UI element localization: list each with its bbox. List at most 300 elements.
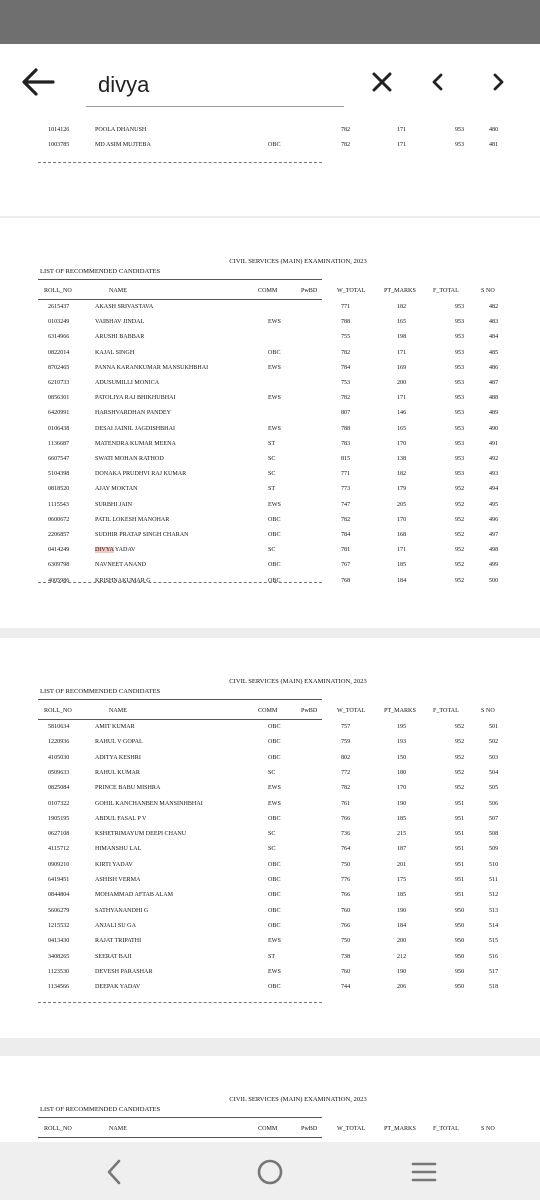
cell-pt-marks: 200 bbox=[397, 938, 407, 945]
table-row bbox=[0, 532, 540, 542]
table-row bbox=[0, 801, 540, 811]
arrow-left-icon[interactable] bbox=[18, 62, 58, 102]
cell-comm: EWS bbox=[268, 968, 281, 975]
cell-f-total: 952 bbox=[455, 532, 465, 538]
cell-f-total: 953 bbox=[455, 456, 465, 462]
cell-name: DESAI JAINIL JAGDISHBHAI bbox=[95, 425, 176, 432]
table-row bbox=[0, 755, 540, 765]
cell-pt-marks: 170 bbox=[397, 440, 407, 447]
cell-roll: 2615437 bbox=[48, 304, 70, 310]
chevron-right-icon[interactable] bbox=[484, 64, 512, 100]
cell-sno: 511 bbox=[489, 877, 498, 883]
cell-w-total: 761 bbox=[341, 800, 351, 807]
cell-pt-marks: 206 bbox=[397, 984, 407, 991]
cell-name: SEERAT BAJI bbox=[95, 953, 132, 960]
cell-name: ANJALI SU GA bbox=[95, 922, 136, 929]
table-row bbox=[0, 785, 540, 795]
cell-roll: 0822014 bbox=[48, 349, 70, 356]
cell-name: ADITYA KESHRI bbox=[95, 754, 141, 761]
cell-w-total: 768 bbox=[341, 577, 351, 584]
table-end-rule bbox=[38, 582, 322, 583]
cell-name: NAVNEET ANAND bbox=[95, 562, 147, 569]
cell-name: DEVESH PARASHAR bbox=[95, 968, 153, 975]
table-row bbox=[0, 846, 540, 856]
cell-name: KSHETRIMAYUM DEEPI CHANU bbox=[95, 831, 187, 838]
table-row bbox=[0, 502, 540, 512]
cell-f-total: 952 bbox=[455, 754, 465, 761]
cell-w-total: 784 bbox=[341, 532, 351, 538]
cell-f-total: 950 bbox=[455, 984, 465, 991]
cell-sno: 517 bbox=[489, 968, 499, 975]
table-row: 1014126 POOLA DHANUSH 782 171 953 480 bbox=[48, 127, 499, 133]
cell-roll: 1220936 bbox=[48, 739, 70, 746]
cell-w-total: 788 bbox=[341, 319, 351, 326]
cell-comm: OBC bbox=[268, 724, 281, 730]
cell-w-total: 772 bbox=[341, 769, 351, 776]
table-row bbox=[0, 892, 540, 902]
table-header: ROLL_NO NAME COMM PwBD W_TOTAL PT_MARKS F_TOTAL S NO bbox=[44, 1126, 495, 1132]
cell-name: SUDHIR PRATAP SINGH CHARAN bbox=[95, 532, 189, 538]
cell-sno: 507 bbox=[489, 815, 499, 822]
table-row bbox=[0, 770, 540, 780]
cell-comm: OBC bbox=[268, 577, 281, 584]
cell-sno: 500 bbox=[489, 577, 499, 584]
table-row bbox=[0, 724, 540, 734]
pdf-page bbox=[0, 638, 540, 1038]
exam-title: CIVIL SERVICES (MAIN) EXAMINATION, 2023 bbox=[229, 678, 367, 685]
cell-pt-marks: 171 bbox=[397, 349, 407, 356]
cell-roll: 0818520 bbox=[48, 486, 70, 493]
cell-comm: SC bbox=[268, 547, 276, 554]
circle-home-icon[interactable] bbox=[248, 1152, 292, 1192]
cell-pt-marks: 190 bbox=[397, 968, 407, 975]
cell-comm: OBC bbox=[268, 861, 281, 868]
cell-comm: EWS bbox=[268, 319, 281, 326]
table-header: ROLL_NO NAME COMM PwBD W_TOTAL PT_MARKS F_TOTAL S NO bbox=[44, 288, 495, 294]
cell-roll: 0627108 bbox=[48, 831, 70, 838]
cell-sno: 492 bbox=[489, 456, 499, 462]
cell-name: PATIL LOKESH MANOHAR bbox=[95, 516, 170, 523]
table-row bbox=[0, 969, 540, 979]
cell-w-total: 782 bbox=[341, 395, 351, 402]
cell-comm: OBC bbox=[268, 815, 281, 822]
cell-f-total: 953 bbox=[455, 349, 465, 356]
cell-roll: 2206857 bbox=[48, 532, 70, 538]
cell-name: DONAKA PRUDHVI RAJ KUMAR bbox=[95, 471, 187, 478]
cell-w-total: 771 bbox=[341, 304, 351, 310]
pdf-page bbox=[0, 126, 540, 216]
cell-name: ARUSHI BABBAR bbox=[95, 334, 145, 341]
header-rule bbox=[38, 719, 322, 720]
cell-roll: 4105030 bbox=[48, 754, 70, 761]
cell-f-total: 952 bbox=[455, 516, 465, 523]
cell-w-total: 776 bbox=[341, 877, 351, 883]
cell-pt-marks: 182 bbox=[397, 471, 407, 478]
cell-sno: 488 bbox=[489, 395, 499, 402]
cell-sno: 513 bbox=[489, 907, 499, 914]
table-row bbox=[0, 471, 540, 481]
table-row bbox=[0, 547, 540, 557]
cell-pt-marks: 187 bbox=[397, 846, 407, 853]
cell-name: HARSHVARDHAN PANDEY bbox=[95, 410, 172, 417]
cell-f-total: 951 bbox=[455, 800, 465, 807]
cell-comm: OBC bbox=[268, 349, 281, 356]
cell-w-total: 753 bbox=[341, 380, 351, 386]
cell-sno: 510 bbox=[489, 861, 499, 868]
cell-w-total: 757 bbox=[341, 724, 351, 730]
cell-w-total: 783 bbox=[341, 440, 351, 447]
cell-sno: 518 bbox=[489, 984, 499, 991]
nav-back-chevron-icon[interactable] bbox=[92, 1152, 136, 1192]
cell-comm: ST bbox=[268, 486, 276, 493]
cell-roll: 1136687 bbox=[48, 440, 70, 447]
cell-f-total: 951 bbox=[455, 846, 465, 853]
cell-f-total: 950 bbox=[455, 953, 465, 960]
table-row bbox=[0, 410, 540, 420]
cell-f-total: 953 bbox=[455, 319, 465, 326]
cell-w-total: 807 bbox=[341, 410, 351, 417]
cell-w-total: 782 bbox=[341, 785, 351, 792]
cell-w-total: 766 bbox=[341, 892, 351, 899]
cell-sno: 497 bbox=[489, 532, 499, 538]
cell-pt-marks: 205 bbox=[397, 501, 407, 508]
table-row bbox=[0, 365, 540, 375]
cell-f-total: 953 bbox=[455, 334, 465, 341]
hamburger-menu-icon[interactable] bbox=[402, 1152, 446, 1192]
cell-roll: 5810634 bbox=[48, 724, 70, 730]
cell-pt-marks: 165 bbox=[397, 319, 407, 326]
cell-pt-marks: 179 bbox=[397, 486, 407, 493]
close-icon[interactable] bbox=[364, 64, 400, 100]
cell-f-total: 951 bbox=[455, 877, 465, 883]
cell-pt-marks: 200 bbox=[397, 380, 407, 386]
cell-comm: EWS bbox=[268, 501, 281, 508]
cell-f-total: 951 bbox=[455, 861, 465, 868]
cell-w-total: 784 bbox=[341, 364, 351, 371]
cell-sno: 505 bbox=[489, 785, 499, 792]
table-row bbox=[0, 350, 540, 360]
cell-roll: 4115712 bbox=[48, 846, 70, 853]
cell-comm: EWS bbox=[268, 800, 281, 807]
cell-f-total: 950 bbox=[455, 907, 465, 914]
cell-f-total: 951 bbox=[455, 831, 465, 838]
cell-pt-marks: 175 bbox=[397, 877, 407, 883]
header-rule bbox=[38, 299, 322, 300]
cell-f-total: 953 bbox=[455, 410, 465, 417]
cell-w-total: 750 bbox=[341, 938, 351, 945]
cell-name: RAHUL KUMAR bbox=[95, 769, 140, 776]
cell-name: PRINCE BABU MISHRA bbox=[95, 785, 161, 792]
cell-roll: 0414249 bbox=[48, 547, 70, 554]
cell-roll: 0856301 bbox=[48, 395, 70, 402]
cell-pt-marks: 190 bbox=[397, 907, 407, 914]
cell-w-total: 766 bbox=[341, 815, 351, 822]
table-row bbox=[0, 739, 540, 749]
cell-comm: SC bbox=[268, 846, 276, 853]
cell-sno: 493 bbox=[489, 471, 499, 478]
cell-name: SATHYANANDHI G bbox=[95, 907, 149, 914]
status-bar-strip bbox=[0, 0, 540, 44]
search-input[interactable]: divya bbox=[98, 72, 150, 97]
cell-pt-marks: 190 bbox=[397, 800, 407, 807]
cell-roll: 5104398 bbox=[48, 471, 70, 478]
cell-name: HIMANSHU LAL bbox=[95, 846, 142, 853]
cell-roll: 0509633 bbox=[48, 769, 70, 776]
cell-sno: 487 bbox=[489, 380, 499, 386]
table-row bbox=[0, 395, 540, 405]
cell-pt-marks: 182 bbox=[397, 304, 407, 310]
search-match-highlight: DIVYA bbox=[95, 547, 114, 554]
table-row bbox=[0, 938, 540, 948]
cell-f-total: 951 bbox=[455, 815, 465, 822]
cell-sno: 491 bbox=[489, 440, 499, 447]
cell-name: DEEPAK YADAV bbox=[95, 984, 141, 991]
cell-roll: 6607547 bbox=[48, 456, 70, 462]
list-title: LIST OF RECOMMENDED CANDIDATES bbox=[40, 1106, 161, 1113]
cell-pt-marks: 185 bbox=[397, 815, 407, 822]
search-input-underline bbox=[86, 106, 344, 107]
cell-sno: 499 bbox=[489, 562, 499, 569]
chevron-left-icon[interactable] bbox=[424, 64, 452, 100]
cell-name: GOHIL KANCHANBEN MANSINHBHAI bbox=[95, 800, 203, 807]
list-title: LIST OF RECOMMENDED CANDIDATES bbox=[40, 688, 161, 695]
cell-pt-marks: 146 bbox=[397, 410, 407, 417]
cell-f-total: 952 bbox=[455, 486, 465, 493]
cell-pt-marks: 171 bbox=[397, 547, 407, 554]
cell-f-total: 950 bbox=[455, 938, 465, 945]
header-rule bbox=[38, 1137, 322, 1138]
cell-roll: 5606279 bbox=[48, 907, 70, 914]
cell-w-total: 736 bbox=[341, 831, 351, 838]
pdf-page bbox=[0, 218, 540, 628]
table-row: 1003785 MD ASIM MUJTEBA OBC 782 171 953 481 bbox=[48, 142, 499, 148]
cell-sno: 484 bbox=[489, 334, 499, 341]
table-row bbox=[0, 908, 540, 918]
cell-roll: 1134566 bbox=[48, 984, 70, 991]
table-row bbox=[0, 862, 540, 872]
table-header: ROLL_NO NAME COMM PwBD W_TOTAL PT_MARKS F_TOTAL S NO bbox=[44, 708, 495, 714]
cell-comm: SC bbox=[268, 471, 276, 478]
cell-w-total: 755 bbox=[341, 334, 351, 341]
table-row bbox=[0, 426, 540, 436]
cell-comm: EWS bbox=[268, 938, 281, 945]
cell-name: AJAY MOKTAN bbox=[95, 486, 138, 493]
cell-sno: 483 bbox=[489, 319, 499, 326]
cell-w-total: 766 bbox=[341, 922, 351, 929]
cell-name: PATOLIYA RAJ BHIKHUBHAI bbox=[95, 395, 176, 402]
cell-roll: 0413430 bbox=[48, 938, 70, 945]
cell-w-total: 764 bbox=[341, 846, 351, 853]
cell-w-total: 750 bbox=[341, 861, 351, 868]
cell-f-total: 950 bbox=[455, 922, 465, 929]
cell-name: ABDUL FASAL P V bbox=[95, 815, 147, 822]
cell-pt-marks: 193 bbox=[397, 739, 407, 746]
cell-roll: 6309798 bbox=[48, 562, 70, 569]
cell-comm: OBC bbox=[268, 922, 281, 929]
cell-sno: 490 bbox=[489, 425, 499, 432]
cell-sno: 489 bbox=[489, 410, 499, 417]
cell-name bbox=[95, 547, 135, 553]
cell-comm: OBC bbox=[268, 739, 281, 746]
cell-comm: ST bbox=[268, 953, 276, 960]
cell-pt-marks: 171 bbox=[397, 395, 407, 402]
cell-name: VAIBHAV JINDAL bbox=[95, 319, 145, 326]
cell-sno: 509 bbox=[489, 846, 499, 853]
find-in-page-bar bbox=[0, 44, 540, 126]
cell-w-total: 782 bbox=[341, 349, 351, 356]
cell-sno: 508 bbox=[489, 831, 499, 838]
cell-roll: 1115543 bbox=[48, 501, 69, 508]
cell-roll: 6419451 bbox=[48, 877, 70, 883]
cell-f-total: 953 bbox=[455, 364, 465, 371]
cell-w-total: 767 bbox=[341, 562, 351, 569]
table-row bbox=[0, 319, 540, 329]
cell-f-total: 953 bbox=[455, 425, 465, 432]
cell-sno: 486 bbox=[489, 364, 499, 371]
cell-name: RAJAT TRIPATHI bbox=[95, 938, 142, 945]
cell-f-total: 952 bbox=[455, 785, 465, 792]
cell-sno: 494 bbox=[489, 486, 499, 493]
cell-pt-marks: 212 bbox=[397, 953, 407, 960]
cell-sno: 506 bbox=[489, 800, 499, 807]
cell-name: PANNA KARANKUMAR MANSUKHBHAI bbox=[95, 364, 209, 371]
cell-name: AMIT KUMAR bbox=[95, 724, 135, 730]
table-row bbox=[0, 441, 540, 451]
table-end-rule bbox=[38, 162, 322, 163]
table-row bbox=[0, 304, 540, 314]
table-row bbox=[0, 877, 540, 887]
cell-w-total: 771 bbox=[341, 471, 351, 478]
cell-f-total: 953 bbox=[455, 440, 465, 447]
cell-f-total: 953 bbox=[455, 471, 465, 478]
document-viewer[interactable] bbox=[0, 126, 540, 1142]
cell-roll: 0844804 bbox=[48, 892, 70, 899]
cell-name: MATENDRA KUMAR MEENA bbox=[95, 440, 176, 447]
cell-pt-marks: 150 bbox=[397, 754, 407, 761]
name-rest: YADAV bbox=[113, 547, 136, 554]
table-row bbox=[0, 923, 540, 933]
cell-pt-marks: 168 bbox=[397, 532, 407, 538]
cell-name: RAHUL V GOPAL bbox=[95, 739, 143, 746]
cell-roll: 1215532 bbox=[48, 922, 70, 929]
cell-roll: 3408265 bbox=[48, 953, 70, 960]
cell-comm: OBC bbox=[268, 892, 281, 899]
cell-name: ASHISH VERMA bbox=[95, 877, 141, 883]
cell-comm: SC bbox=[268, 831, 276, 838]
cell-f-total: 953 bbox=[455, 304, 465, 310]
exam-title: CIVIL SERVICES (MAIN) EXAMINATION, 2023 bbox=[229, 1096, 367, 1103]
cell-roll: 0106438 bbox=[48, 425, 70, 432]
cell-roll: 0825084 bbox=[48, 785, 70, 792]
cell-w-total: 788 bbox=[341, 425, 351, 432]
cell-comm: EWS bbox=[268, 785, 281, 792]
cell-roll: 4005986 bbox=[48, 577, 70, 584]
cell-f-total: 952 bbox=[455, 501, 465, 508]
cell-w-total: 815 bbox=[341, 456, 351, 462]
cell-w-total: 738 bbox=[341, 953, 351, 960]
cell-sno: 498 bbox=[489, 547, 499, 554]
table-row bbox=[0, 562, 540, 572]
cell-roll: 6314966 bbox=[48, 334, 70, 341]
cell-sno: 503 bbox=[489, 754, 499, 761]
cell-w-total: 747 bbox=[341, 501, 351, 508]
table-row bbox=[0, 334, 540, 344]
header-rule bbox=[38, 279, 322, 280]
cell-name: MOHAMMAD AFTAB ALAM bbox=[95, 892, 174, 899]
cell-roll: 6420991 bbox=[48, 410, 70, 417]
cell-sno: 512 bbox=[489, 892, 499, 899]
cell-name: SWATI MOHAN RATHOD bbox=[95, 456, 164, 462]
cell-w-total: 759 bbox=[341, 739, 351, 746]
cell-comm: ST bbox=[268, 440, 276, 447]
cell-comm: OBC bbox=[268, 907, 281, 914]
cell-sno: 485 bbox=[489, 349, 499, 356]
table-row bbox=[0, 517, 540, 527]
cell-pt-marks: 185 bbox=[397, 562, 407, 569]
cell-f-total: 953 bbox=[455, 380, 465, 386]
cell-w-total: 781 bbox=[341, 547, 351, 554]
cell-comm: OBC bbox=[268, 877, 281, 883]
cell-pt-marks: 180 bbox=[397, 769, 407, 776]
table-row bbox=[0, 486, 540, 496]
table-row bbox=[0, 831, 540, 841]
cell-f-total: 952 bbox=[455, 769, 465, 776]
cell-comm: SC bbox=[268, 769, 276, 776]
cell-pt-marks: 201 bbox=[397, 861, 407, 868]
cell-comm: OBC bbox=[268, 562, 281, 569]
cell-comm: EWS bbox=[268, 364, 281, 371]
cell-pt-marks: 195 bbox=[397, 724, 407, 730]
cell-pt-marks: 185 bbox=[397, 892, 407, 899]
header-rule bbox=[38, 1117, 322, 1118]
cell-roll: 0107322 bbox=[48, 800, 70, 807]
cell-roll: 1905195 bbox=[48, 815, 70, 822]
table-row bbox=[0, 456, 540, 466]
table-row bbox=[0, 984, 540, 994]
cell-name: AKASH SRIVASTAVA bbox=[95, 304, 154, 310]
list-title: LIST OF RECOMMENDED CANDIDATES bbox=[40, 268, 161, 275]
cell-f-total: 952 bbox=[455, 562, 465, 569]
cell-name: ADUSUMILLI MONICA bbox=[95, 380, 160, 386]
cell-w-total: 802 bbox=[341, 754, 351, 761]
cell-sno: 496 bbox=[489, 516, 499, 523]
cell-name: SURBHI JAIN bbox=[95, 501, 133, 508]
system-nav-bar bbox=[0, 1142, 540, 1200]
cell-w-total: 760 bbox=[341, 968, 351, 975]
cell-sno: 514 bbox=[489, 922, 499, 929]
cell-pt-marks: 198 bbox=[397, 334, 407, 341]
cell-pt-marks: 170 bbox=[397, 785, 407, 792]
cell-comm: OBC bbox=[268, 532, 281, 538]
cell-pt-marks: 184 bbox=[397, 922, 407, 929]
cell-sno: 516 bbox=[489, 953, 499, 960]
pdf-page bbox=[0, 1056, 540, 1142]
cell-comm: OBC bbox=[268, 754, 281, 761]
cell-comm: EWS bbox=[268, 425, 281, 432]
cell-roll: 1123530 bbox=[48, 968, 70, 975]
cell-comm: OBC bbox=[268, 516, 281, 523]
cell-w-total: 782 bbox=[341, 516, 351, 523]
cell-pt-marks: 170 bbox=[397, 516, 407, 523]
cell-f-total: 950 bbox=[455, 968, 465, 975]
cell-f-total: 952 bbox=[455, 547, 465, 554]
cell-pt-marks: 138 bbox=[397, 456, 407, 462]
cell-roll: 0600672 bbox=[48, 516, 70, 523]
cell-name: KAJAL SINGH bbox=[95, 349, 135, 356]
cell-name: KIRTI YADAV bbox=[95, 861, 133, 868]
cell-name: KRISHNAKUMAR G bbox=[95, 577, 151, 584]
cell-pt-marks: 165 bbox=[397, 425, 407, 432]
